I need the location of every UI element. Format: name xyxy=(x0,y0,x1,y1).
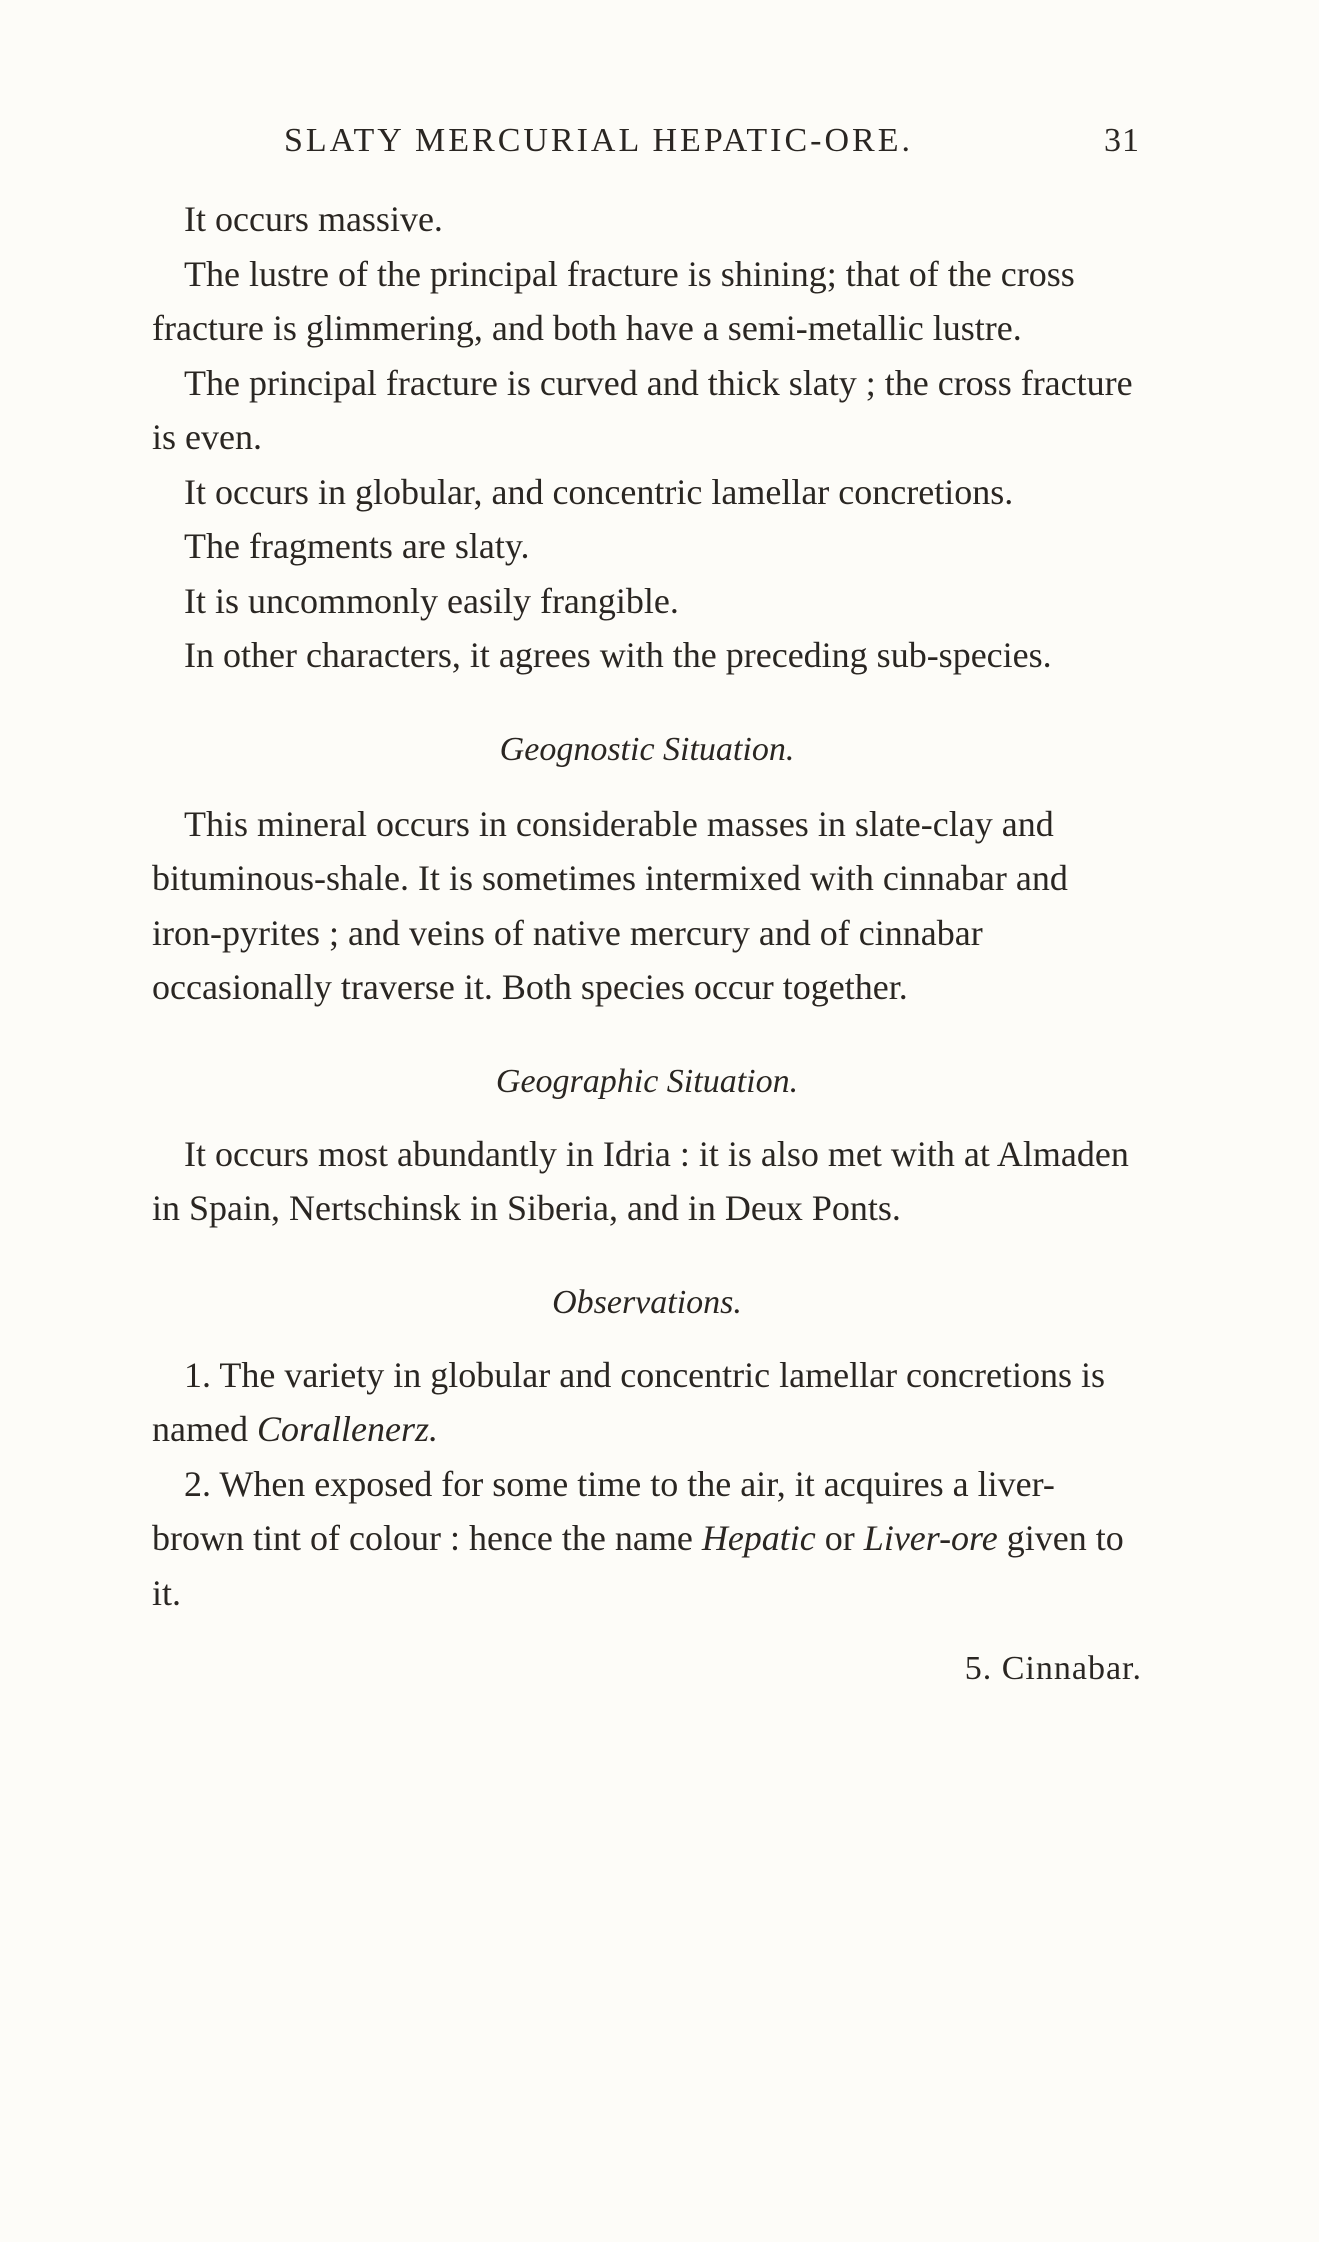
term-liver-ore: Liver-ore xyxy=(863,1518,998,1558)
section-heading-observations: Observations. xyxy=(552,1283,742,1321)
paragraph-other-characters: In other characters, it agrees with the preceding sub-species. xyxy=(184,635,1052,675)
paragraph-fracture: The principal fracture is curved and thick slaty ; the cross fracture is even. xyxy=(152,362,1133,457)
paragraph-lustre: The lustre of the principal fracture is shining; that of the cross fracture is glimmering, and both have a semi-metallic lustre. xyxy=(152,253,1075,348)
observation-2 xyxy=(152,1457,1142,1621)
section-heading-geographic: Geographic Situation. xyxy=(495,1062,799,1100)
paragraph-frangible: It is uncommonly easily frangible. xyxy=(184,580,679,621)
paragraph-geognostic: This mineral occurs in considerable masses in slate-clay and bituminous-shale. It is sometimes intermixed with cinnabar and iron-pyrites ; and veins of native mercury and of cinnabar occasionally traverse it. Both species occur together. xyxy=(152,803,1068,1007)
running-head: SLATY MERCURIAL HEPATIC-ORE. xyxy=(284,122,913,159)
observation-1 xyxy=(152,1348,1142,1457)
term-corallenerz: Corallenerz. xyxy=(256,1409,438,1449)
catchword: 5. Cinnabar. xyxy=(964,1650,1142,1687)
term-hepatic: Hepatic xyxy=(701,1518,816,1558)
paragraph-fragments: The fragments are slaty. xyxy=(184,526,530,566)
section-heading-geognostic: Geognostic Situation. xyxy=(499,730,795,768)
paragraph-geographic: It occurs most abundantly in Idria : it is also met with at Almaden in Spain, Nertschinsk in Siberia, and in Deux Ponts. xyxy=(152,1133,1129,1228)
paragraph-concretions: It occurs in globular, and concentric lamellar concretions. xyxy=(184,471,1014,512)
page-body xyxy=(152,192,1142,1688)
observation-2-text: 2. When exposed for some time to the air, it acquires a liver-brown tint of colour : hence the name xyxy=(152,1463,1055,1558)
observation-2-end: given to it. xyxy=(152,1518,1124,1613)
observation-2-mid: or xyxy=(815,1518,864,1558)
observation-1-text: 1. The variety in globular and concentric lamellar concretions is named xyxy=(152,1354,1106,1449)
page-header xyxy=(284,122,1140,172)
paragraph-massive: It occurs massive. xyxy=(184,199,443,239)
page-number: 31 xyxy=(1104,122,1140,159)
